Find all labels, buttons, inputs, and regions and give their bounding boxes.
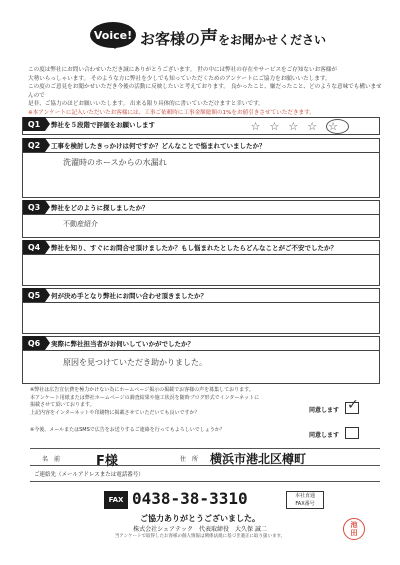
question-5: Q5 何が決め手となり弊社にお問い合わせ頂きましたか？	[22, 288, 380, 334]
consent-checkbox-1[interactable]	[345, 402, 359, 414]
discount-note: ※本アンケートに記入いただいたお客様には、工事ご依頼時に工事金額総額の1%をお値引きさせていただきます。	[28, 109, 315, 116]
customer-row: 名 前 F様 住 所 横浜市港北区樽町	[30, 448, 380, 466]
rating-stars[interactable]	[251, 120, 349, 133]
survey-header	[0, 14, 400, 66]
page-title: お客様の声をお聞かせください	[140, 28, 327, 49]
fax-number: 0438-38-3310	[132, 489, 248, 508]
star-icon-selected[interactable]: ☆	[328, 120, 347, 133]
answer-q6[interactable]: 原因を見つけていただき助かりました。	[63, 358, 207, 367]
privacy-note: 当アンケートで取得したお客様の個人情報は関係法規に基づき適正に取り扱います。	[114, 534, 286, 539]
question-4: Q4 弊社を知り、すぐにお問合せ頂けましたか？もし悩まれたとしたらどんなことがご不安でしたか？	[22, 240, 380, 286]
star-icon[interactable]: ☆	[250, 120, 270, 133]
consent-checkbox-2[interactable]	[345, 427, 359, 439]
question-2: Q2 工事を検討したきっかけは何ですか？どんなことで悩まれていましたか？ 洗濯時のホースからの水漏れ	[22, 138, 380, 198]
question-3: Q3 弊社をどのように探しましたか？ 不動産紹介	[22, 200, 380, 238]
consent-label-1: 同意します	[309, 407, 340, 414]
fax-side-label: 本社直通 FAX番号	[286, 491, 324, 509]
star-icon[interactable]: ☆	[288, 120, 308, 133]
company-name: 株式会社シェアテック 代表取締役 大久保 誠二	[133, 526, 267, 533]
answer-q3[interactable]: 不動産紹介	[63, 220, 98, 228]
footer-notes: ※弊社は広告宣伝費を極力かけない為にホームページ掲示の掲載でお客様の声を募集しております。 本アンケート用紙または弊社ホームページの調査結果や施工状況を随時ブログ形式でインターネットに 掲載させて頂いております。 上記内容をインターネットや印刷物に掲載させていただいても良いですか？ ※今後、メールまたはSMSで広告をお送りするご連絡を行ってもよろしいでしょうか？	[30, 387, 260, 434]
question-1: Q1 弊社を５段階で評価をお願いします ☆☆☆☆ ☆	[22, 117, 380, 135]
fax-icon: FAX	[104, 491, 128, 509]
question-6: Q6 実際に弊社担当者がお伺いしていかがでしたか？ 原因を見つけていただき助かりました。	[22, 336, 380, 384]
seal-stamp: 池 田	[343, 518, 365, 540]
consent-label-2: 同意します	[309, 432, 340, 439]
star-icon[interactable]: ☆	[269, 120, 289, 133]
thanks-text: ご協力ありがとうございました。	[140, 514, 260, 523]
customer-address[interactable]: 横浜市港北区樽町	[210, 452, 307, 466]
voice-badge: Voice!	[90, 22, 136, 48]
customer-name[interactable]: F様	[96, 454, 118, 469]
contact-field[interactable]: ご連絡先（メールアドレスまたは電話番号）	[30, 470, 380, 482]
star-icon[interactable]: ☆	[307, 120, 327, 133]
answer-q2[interactable]: 洗濯時のホースからの水漏れ	[63, 158, 167, 167]
intro-text: この度は弊社にお問い合わせいただき誠にありがとうございます。 世の中には弊社の存在やサービスをご存知ないお客様が 大勢いらっしゃいます。 そのような方に弊社を少しでも知っていただくためのアンケートにご協力をお願いいたします。 この度のご意見をお聞かせいただき今後の活動に反映したいと考えております。 良かったこと、嫌だったこと、どのような意味でも構いませんので 是非、ご協力のほどお願いいたします。 出来る限り具体的に書いていただけますと幸いです。 ※本アンケートに記入いただいたお客様には、工事ご依頼時に工事金額総額の1%をお値引きさせていただきます。	[28, 67, 382, 116]
